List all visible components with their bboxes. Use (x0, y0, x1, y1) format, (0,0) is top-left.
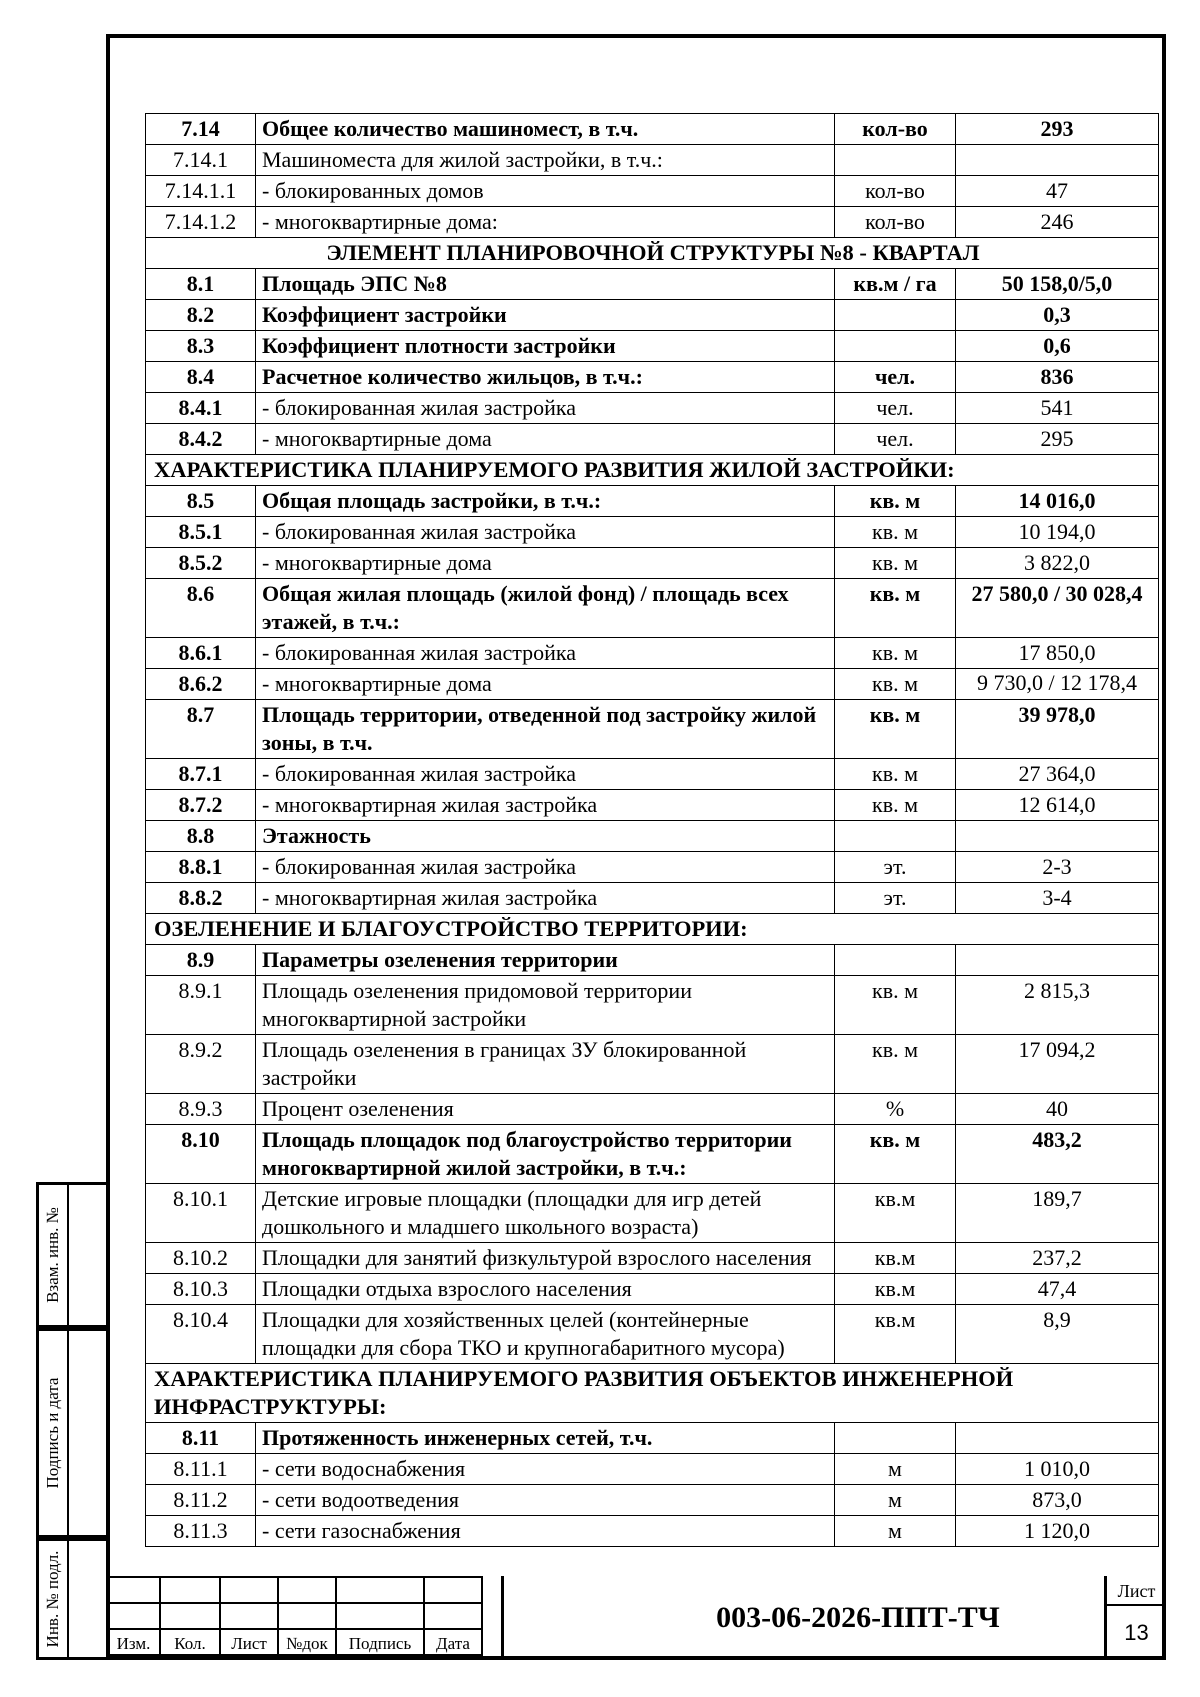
row-name: Площадь площадок под благоустройство территории многоквартирной жилой застройки, в т.ч.: (256, 1125, 835, 1184)
table-row (146, 331, 1159, 362)
row-number: 8.1 (146, 269, 256, 300)
row-unit (835, 1423, 956, 1454)
table-row (146, 1454, 1159, 1485)
row-number: 8.5.2 (146, 548, 256, 579)
table-row (146, 976, 1159, 1035)
row-name: - сети водоснабжения (256, 1454, 835, 1485)
row-number: 8.9.1 (146, 976, 256, 1035)
row-value: 9 730,0 / 12 178,4 (956, 669, 1159, 700)
row-unit: кол-во (835, 114, 956, 145)
row-unit: кв. м (835, 790, 956, 821)
table-row (146, 145, 1159, 176)
row-name: Площадь территории, отведенной под застройку жилой зоны, в т.ч. (256, 700, 835, 759)
row-value: 0,3 (956, 300, 1159, 331)
table-row (146, 300, 1159, 331)
table-row (146, 945, 1159, 976)
row-unit: кв. м (835, 638, 956, 669)
row-number: 8.10.3 (146, 1274, 256, 1305)
row-value: 836 (956, 362, 1159, 393)
row-name: - блокированная жилая застройка (256, 517, 835, 548)
table-row (146, 1094, 1159, 1125)
row-number: 8.7 (146, 700, 256, 759)
table-row (146, 883, 1159, 914)
table-row (146, 1305, 1159, 1364)
row-value (956, 1423, 1159, 1454)
row-value: 39 978,0 (956, 700, 1159, 759)
table-row (146, 1125, 1159, 1184)
table-row (146, 517, 1159, 548)
section-heading: ХАРАКТЕРИСТИКА ПЛАНИРУЕМОГО РАЗВИТИЯ ЖИЛОЙ ЗАСТРОЙКИ: (146, 455, 1159, 486)
title-block-col-label: Кол. (160, 1629, 220, 1655)
table-row (146, 1184, 1159, 1243)
row-number: 8.11.1 (146, 1454, 256, 1485)
row-name: - блокированная жилая застройка (256, 393, 835, 424)
table-row (146, 669, 1159, 700)
row-value: 17 850,0 (956, 638, 1159, 669)
table-row (146, 700, 1159, 759)
row-number: 8.11.3 (146, 1516, 256, 1547)
row-value: 10 194,0 (956, 517, 1159, 548)
row-name: Коэффициент плотности застройки (256, 331, 835, 362)
sheet-number: 13 (1124, 1620, 1149, 1645)
row-name: Коэффициент застройки (256, 300, 835, 331)
row-unit (835, 145, 956, 176)
row-name: - сети газоснабжения (256, 1516, 835, 1547)
title-block-col-label: Подпись (336, 1629, 424, 1655)
table-row (146, 207, 1159, 238)
section-row (146, 455, 1159, 486)
row-unit (835, 821, 956, 852)
row-name: - блокированная жилая застройка (256, 759, 835, 790)
row-number: 8.4.2 (146, 424, 256, 455)
row-name: Машиноместа для жилой застройки, в т.ч.: (256, 145, 835, 176)
row-value (956, 945, 1159, 976)
row-unit: чел. (835, 393, 956, 424)
row-number: 8.9.3 (146, 1094, 256, 1125)
row-number: 8.10.2 (146, 1243, 256, 1274)
row-name: - многоквартирная жилая застройка (256, 883, 835, 914)
row-name: Площадь озеленения в границах ЗУ блокированной застройки (256, 1035, 835, 1094)
table-row (146, 1516, 1159, 1547)
row-number: 7.14 (146, 114, 256, 145)
row-number: 8.10 (146, 1125, 256, 1184)
row-unit: кв. м (835, 1125, 956, 1184)
row-unit: кв. м (835, 486, 956, 517)
section-heading: ОЗЕЛЕНЕНИЕ И БЛАГОУСТРОЙСТВО ТЕРРИТОРИИ: (146, 914, 1159, 945)
row-unit: эт. (835, 852, 956, 883)
row-name: Параметры озеленения территории (256, 945, 835, 976)
row-name: Общая жилая площадь (жилой фонд) / площадь всех этажей, в т.ч.: (256, 579, 835, 638)
section-heading: ЭЛЕМЕНТ ПЛАНИРОВОЧНОЙ СТРУКТУРЫ №8 - КВАРТАЛ (146, 238, 1159, 269)
table-row (146, 790, 1159, 821)
row-value: 246 (956, 207, 1159, 238)
row-value: 14 016,0 (956, 486, 1159, 517)
row-number: 8.9.2 (146, 1035, 256, 1094)
row-value: 50 158,0/5,0 (956, 269, 1159, 300)
title-block (106, 1576, 1166, 1660)
row-number: 7.14.1 (146, 145, 256, 176)
table-row (146, 486, 1159, 517)
row-name: Этажность (256, 821, 835, 852)
row-value: 8,9 (956, 1305, 1159, 1364)
row-value: 483,2 (956, 1125, 1159, 1184)
row-value: 3-4 (956, 883, 1159, 914)
title-block-grid (106, 1576, 483, 1656)
row-value: 27 580,0 / 30 028,4 (956, 579, 1159, 638)
row-name: - многоквартирные дома: (256, 207, 835, 238)
row-name: Общее количество машиномест, в т.ч. (256, 114, 835, 145)
section-heading: ХАРАКТЕРИСТИКА ПЛАНИРУЕМОГО РАЗВИТИЯ ОБЪЕКТОВ ИНЖЕНЕРНОЙ ИНФРАСТРУКТУРЫ: (146, 1364, 1159, 1423)
row-unit: кв. м (835, 669, 956, 700)
title-block-col-label: Лист (220, 1629, 278, 1655)
row-value: 189,7 (956, 1184, 1159, 1243)
row-value: 237,2 (956, 1243, 1159, 1274)
table-row (146, 852, 1159, 883)
row-value: 1 120,0 (956, 1516, 1159, 1547)
row-value: 295 (956, 424, 1159, 455)
row-unit: м (835, 1516, 956, 1547)
row-unit: кв.м (835, 1243, 956, 1274)
row-name: Площадь ЭПС №8 (256, 269, 835, 300)
row-number: 8.11.2 (146, 1485, 256, 1516)
row-value: 17 094,2 (956, 1035, 1159, 1094)
table-row (146, 1274, 1159, 1305)
table-row (146, 1035, 1159, 1094)
table-row (146, 638, 1159, 669)
row-value: 2 815,3 (956, 976, 1159, 1035)
data-table (145, 113, 1159, 1547)
row-name: - блокированных домов (256, 176, 835, 207)
row-number: 8.7.1 (146, 759, 256, 790)
title-block-col-label: Дата (424, 1629, 482, 1655)
row-unit: кв. м (835, 579, 956, 638)
row-name: Площадь озеленения придомовой территории многоквартирной застройки (256, 976, 835, 1035)
row-number: 7.14.1.2 (146, 207, 256, 238)
row-unit (835, 300, 956, 331)
table-row (146, 759, 1159, 790)
row-name: Детские игровые площадки (площадки для игр детей дошкольного и младшего школьного возраста) (256, 1184, 835, 1243)
row-value: 1 010,0 (956, 1454, 1159, 1485)
row-unit: кв. м (835, 700, 956, 759)
side-stamp-podpis (36, 1328, 106, 1538)
row-number: 8.5 (146, 486, 256, 517)
row-name: Расчетное количество жильцов, в т.ч.: (256, 362, 835, 393)
row-name: - блокированная жилая застройка (256, 638, 835, 669)
row-number: 8.7.2 (146, 790, 256, 821)
row-value: 873,0 (956, 1485, 1159, 1516)
row-number: 8.3 (146, 331, 256, 362)
section-row (146, 1364, 1159, 1423)
row-number: 8.2 (146, 300, 256, 331)
row-number: 8.11 (146, 1423, 256, 1454)
sheet-label: Лист (1107, 1576, 1166, 1606)
row-number: 8.6.2 (146, 669, 256, 700)
table-row (146, 1243, 1159, 1274)
table-row (146, 393, 1159, 424)
row-number: 8.4 (146, 362, 256, 393)
side-label-podpis: Подпись и дата (43, 1377, 62, 1489)
row-unit: кв.м / га (835, 269, 956, 300)
table-row (146, 362, 1159, 393)
side-label-vzam: Взам. инв. № (43, 1207, 62, 1303)
row-name: - многоквартирные дома (256, 669, 835, 700)
row-number: 8.8.1 (146, 852, 256, 883)
section-row (146, 914, 1159, 945)
row-unit: м (835, 1485, 956, 1516)
row-value (956, 145, 1159, 176)
row-unit: чел. (835, 362, 956, 393)
row-value: 27 364,0 (956, 759, 1159, 790)
section-row (146, 238, 1159, 269)
row-number: 8.9 (146, 945, 256, 976)
row-name: - многоквартирные дома (256, 424, 835, 455)
row-name: Площадки для хозяйственных целей (контейнерные площадки для сбора ТКО и крупногабаритного мусора) (256, 1305, 835, 1364)
row-value (956, 821, 1159, 852)
table-row (146, 1485, 1159, 1516)
row-unit: кол-во (835, 207, 956, 238)
row-name: Протяженность инженерных сетей, т.ч. (256, 1423, 835, 1454)
document-code: 003-06-2026-ППТ-ТЧ (501, 1576, 1200, 1660)
row-number: 7.14.1.1 (146, 176, 256, 207)
row-number: 8.5.1 (146, 517, 256, 548)
row-unit: кв. м (835, 759, 956, 790)
table-row (146, 424, 1159, 455)
row-name: Площадки для занятий физкультурой взрослого населения (256, 1243, 835, 1274)
row-unit: кв. м (835, 976, 956, 1035)
row-value: 47 (956, 176, 1159, 207)
row-value: 0,6 (956, 331, 1159, 362)
row-value: 2-3 (956, 852, 1159, 883)
row-unit: кв.м (835, 1305, 956, 1364)
row-unit: кв.м (835, 1184, 956, 1243)
row-unit: эт. (835, 883, 956, 914)
row-name: - блокированная жилая застройка (256, 852, 835, 883)
row-value: 47,4 (956, 1274, 1159, 1305)
row-unit: кв.м (835, 1274, 956, 1305)
table-row (146, 114, 1159, 145)
row-unit: кв. м (835, 517, 956, 548)
row-value: 541 (956, 393, 1159, 424)
table-row (146, 821, 1159, 852)
row-number: 8.6 (146, 579, 256, 638)
row-name: - многоквартирные дома (256, 548, 835, 579)
row-name: Площадки отдыха взрослого населения (256, 1274, 835, 1305)
row-name: - сети водоотведения (256, 1485, 835, 1516)
sheet-box (1104, 1576, 1166, 1660)
row-unit: кв. м (835, 1035, 956, 1094)
row-value: 40 (956, 1094, 1159, 1125)
row-number: 8.4.1 (146, 393, 256, 424)
row-number: 8.10.4 (146, 1305, 256, 1364)
row-unit: чел. (835, 424, 956, 455)
row-value: 293 (956, 114, 1159, 145)
row-unit (835, 331, 956, 362)
title-block-col-label: Изм. (107, 1629, 160, 1655)
row-name: Процент озеленения (256, 1094, 835, 1125)
table-row (146, 1423, 1159, 1454)
row-number: 8.10.1 (146, 1184, 256, 1243)
row-number: 8.6.1 (146, 638, 256, 669)
row-name: Общая площадь застройки, в т.ч.: (256, 486, 835, 517)
table-row (146, 269, 1159, 300)
table-row (146, 579, 1159, 638)
row-name: - многоквартирная жилая застройка (256, 790, 835, 821)
row-unit: % (835, 1094, 956, 1125)
title-block-col-label: №док (278, 1629, 336, 1655)
row-unit: м (835, 1454, 956, 1485)
row-unit: кол-во (835, 176, 956, 207)
row-unit: кв. м (835, 548, 956, 579)
side-stamp-vzam (36, 1182, 106, 1328)
row-value: 12 614,0 (956, 790, 1159, 821)
row-value: 3 822,0 (956, 548, 1159, 579)
table-row (146, 548, 1159, 579)
side-stamp-inv (36, 1538, 106, 1660)
row-number: 8.8 (146, 821, 256, 852)
side-label-inv: Инв. № подл. (43, 1550, 62, 1648)
row-number: 8.8.2 (146, 883, 256, 914)
table-row (146, 176, 1159, 207)
row-unit (835, 945, 956, 976)
